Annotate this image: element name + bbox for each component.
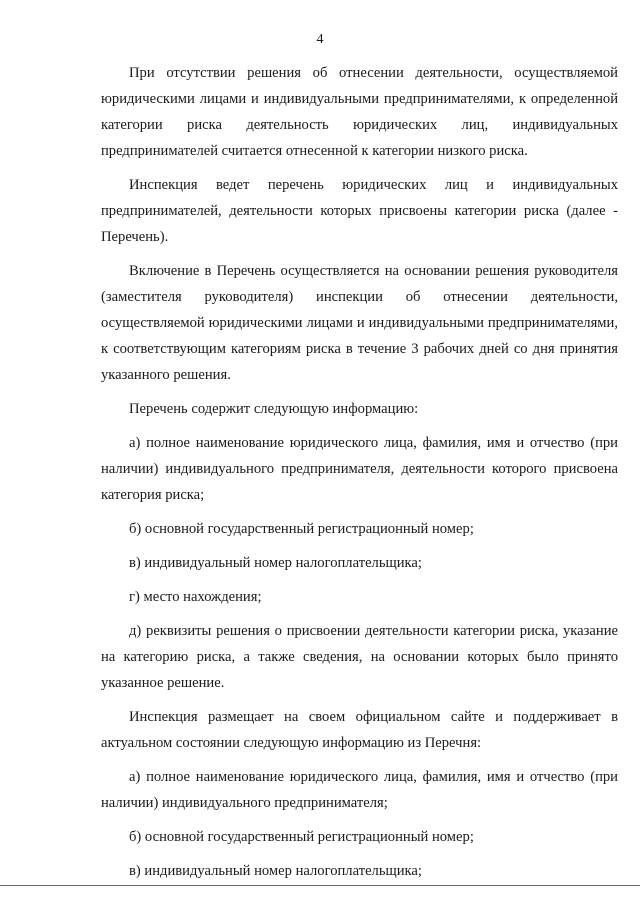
list-item-g-location: г) место нахождения; — [129, 589, 262, 605]
scan-edge-line — [0, 885, 640, 886]
list-item-b-ogrn: б) основной государственный регистрационный номер; — [129, 521, 474, 537]
list-item-a-full-name: а) полное наименование юридического лица, фамилия, имя и отчество (при наличии) индивидуального предпринимателя, деятельности которого присвоена категория риска; — [101, 435, 618, 503]
list-item-a-full-name-published: а) полное наименование юридического лица, фамилия, имя и отчество (при наличии) индивидуального предпринимателя; — [101, 769, 618, 811]
page-number: 4 — [316, 32, 324, 47]
paragraph-website-publication: Инспекция размещает на своем официальном сайте и поддерживает в актуальном состоянии следующую информацию из Перечня: — [101, 709, 618, 751]
paragraph-registry-inclusion: Включение в Перечень осуществляется на основании решения руководителя (заместителя руководителя) инспекции об отнесении деятельности, осуществляемой юридическими лицами и индивидуальными предпринимателями, к соответствующим категориям риска в течение 3 рабочих дней со дня принятия указанного решения. — [101, 263, 618, 383]
list-item-b-ogrn-published: б) основной государственный регистрационный номер; — [129, 829, 474, 845]
paragraph-registry-contents-intro: Перечень содержит следующую информацию: — [129, 401, 419, 417]
document-body — [101, 60, 618, 892]
paragraph-low-risk-default: При отсутствии решения об отнесении деятельности, осуществляемой юридическими лицами и индивидуальными предпринимателями, к определенной категории риска деятельность юридических лиц, индивидуальных предпринимателей считается отнесенной к категории низкого риска. — [101, 65, 618, 159]
list-item-d-decision-details: д) реквизиты решения о присвоении деятельности категории риска, указание на категорию риска, а также сведения, на основании которых было принято указанное решение. — [101, 623, 618, 691]
list-item-v-inn: в) индивидуальный номер налогоплательщика; — [129, 555, 422, 571]
list-item-v-inn-published: в) индивидуальный номер налогоплательщика; — [129, 863, 422, 879]
paragraph-registry-maintained: Инспекция ведет перечень юридических лиц и индивидуальных предпринимателей, деятельности которых присвоены категории риска (далее - Перечень). — [101, 177, 618, 245]
